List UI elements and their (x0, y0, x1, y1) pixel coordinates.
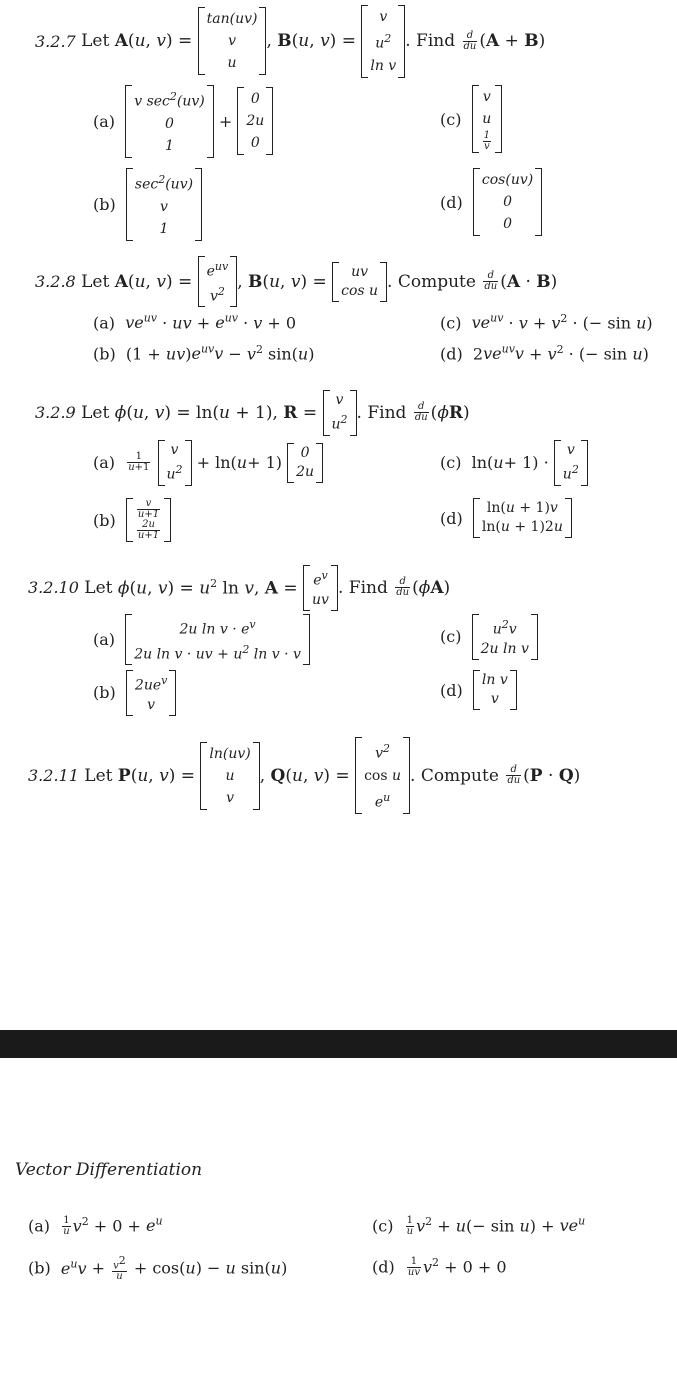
option-a[interactable]: (a) v $\sec^2(uv)$ 0 1 + 0 2u 0 (93, 85, 273, 158)
option-d[interactable]: (d) ln(u + 1)v ln(u + 1)2u (440, 498, 572, 538)
find-word: Find (416, 31, 456, 52)
problem-3-2-9-statement: 3.2.9 Let ϕ(u, v) = ln(u + 1), R = v $u^2$ . Find $\frac{d}{du}$ (ϕR) (35, 390, 470, 436)
problem-3-2-10-statement: 3.2.10 Let ϕ(u, $v) = u^2$ ln v, A = $e^v$ uv . Find $\frac{d}{du}$ (ϕA) (28, 565, 450, 611)
option-b[interactable]: (b) $2ue^v$ v (93, 670, 176, 716)
option-b[interactable]: (b) $\sec^2(uv)$ v 1 (93, 168, 202, 241)
matrix: $u^2v$ 2u ln v (472, 614, 538, 660)
matrix: uv cos u (332, 262, 387, 302)
problem-number: 3.2.11 (28, 766, 79, 786)
matrix: cos(uv) 0 0 (473, 168, 542, 236)
matrix: 0 2u 0 (237, 87, 273, 155)
problem-number: 3.2.9 (35, 403, 76, 423)
option-d[interactable]: (d) ln v v (440, 670, 517, 710)
matrix: $\sec^2(uv)$ v 1 (126, 168, 202, 241)
matrix: $e^v$ uv (303, 565, 338, 611)
problem-3-2-7-statement: 3.2.7 Let A(u, v) = tan(uv) v u , B(u, v) = v $u^2$ ln v . Find $\frac{d}{du}$ (A + B) (35, 5, 545, 78)
matrix: 2u $\ln v \cdot e^v$ 2u ln v · uv + $u^2$ ln v · v (125, 614, 310, 665)
option-a[interactable]: (a) $ve^{uv}$ · uv + $e^{uv} \cdot v + 0$ (93, 312, 297, 333)
let-word: Let (81, 31, 110, 52)
matrix: v $u^2$ (158, 440, 192, 486)
matrix: $2ue^v$ v (126, 670, 176, 716)
matrix: v $u^2$ ln v (361, 5, 405, 78)
matrix: $e^{uv}$ $v^2$ (198, 256, 238, 307)
option-a[interactable]: (a) 2u $\ln v \cdot e^v$ 2u ln v · uv + $u^2$ ln v · v (93, 614, 310, 665)
option-d[interactable]: (d) $\frac{1}{uv}$ $v^2 + 0 + 0$ (372, 1256, 507, 1279)
problem-3-2-8-statement: 3.2.8 Let A(u, v) = $e^{uv}$ $v^2$ , B(u, v) = uv cos u . Compute $\frac{d}{du}$ (A · B) (35, 256, 557, 307)
option-a[interactable]: (a) $\frac{1}{u}$ $v^2 + 0 + e^u$ (28, 1215, 163, 1238)
option-c[interactable]: (c) $ve^{uv} \cdot v + v^2$ · (− sin u) (440, 312, 653, 333)
problem-number: 3.2.10 (28, 578, 79, 598)
matrix: v $u^2$ (323, 390, 357, 436)
page-break-bar (0, 1030, 677, 1058)
matrix: ln(u + 1)v ln(u + 1)2u (473, 498, 572, 538)
running-header: Vector Differentiation (15, 1160, 203, 1180)
matrix: 0 2u (287, 443, 323, 483)
problem-number: 3.2.8 (35, 272, 76, 292)
option-b[interactable]: (b) $e^uv$ + $\frac{v^2}{u}$ + cos(u) − u sin(u) (28, 1254, 288, 1283)
matrix: tan(uv) v u (198, 7, 267, 75)
math-expression: A(u, v) = (114, 31, 193, 52)
matrix: v $\sec^2(uv)$ 0 1 (125, 85, 214, 158)
option-a[interactable]: (a) $\frac{1}{u+1}$ v $u^2$ + ln( u + 1) 0 2u (93, 440, 323, 486)
matrix: v $u^2$ (554, 440, 588, 486)
option-c[interactable]: (c) ln( u + 1) · v $u^2$ (440, 440, 588, 486)
problem-3-2-11-statement: 3.2.11 Let P(u, v) = ln(uv) u v , Q(u, v) = $v^2$ cos u $e^u$ . Compute $\frac{d}{du}$ (P · Q) (28, 737, 580, 814)
matrix: $\frac{v}{u+1}$ $\frac{2u}{u+1}$ (126, 498, 171, 542)
option-d[interactable]: (d) cos(uv) 0 0 (440, 168, 542, 236)
option-c[interactable]: (c) $u^2v$ 2u ln v (440, 614, 538, 660)
option-d[interactable]: (d) $2ve^{uv}v + v^2$ · (− sin u) (440, 343, 649, 364)
option-b[interactable]: (b) $(1 + uv)e^{uv}v - v^2$ sin(u) (93, 343, 315, 364)
matrix: ln v v (473, 670, 517, 710)
matrix: v u $\frac{1}{v}$ (472, 85, 502, 153)
matrix: $v^2$ cos u $e^u$ (355, 737, 410, 814)
matrix: ln(uv) u v (200, 742, 259, 810)
problem-number: 3.2.7 (35, 31, 76, 51)
option-c[interactable]: (c) $\frac{1}{u}$ $v^2 + u(- \sin u) + ve^u$ (372, 1215, 586, 1238)
option-b[interactable]: (b) $\frac{v}{u+1}$ $\frac{2u}{u+1}$ (93, 498, 171, 542)
option-c[interactable]: (c) v u $\frac{1}{v}$ (440, 85, 502, 153)
